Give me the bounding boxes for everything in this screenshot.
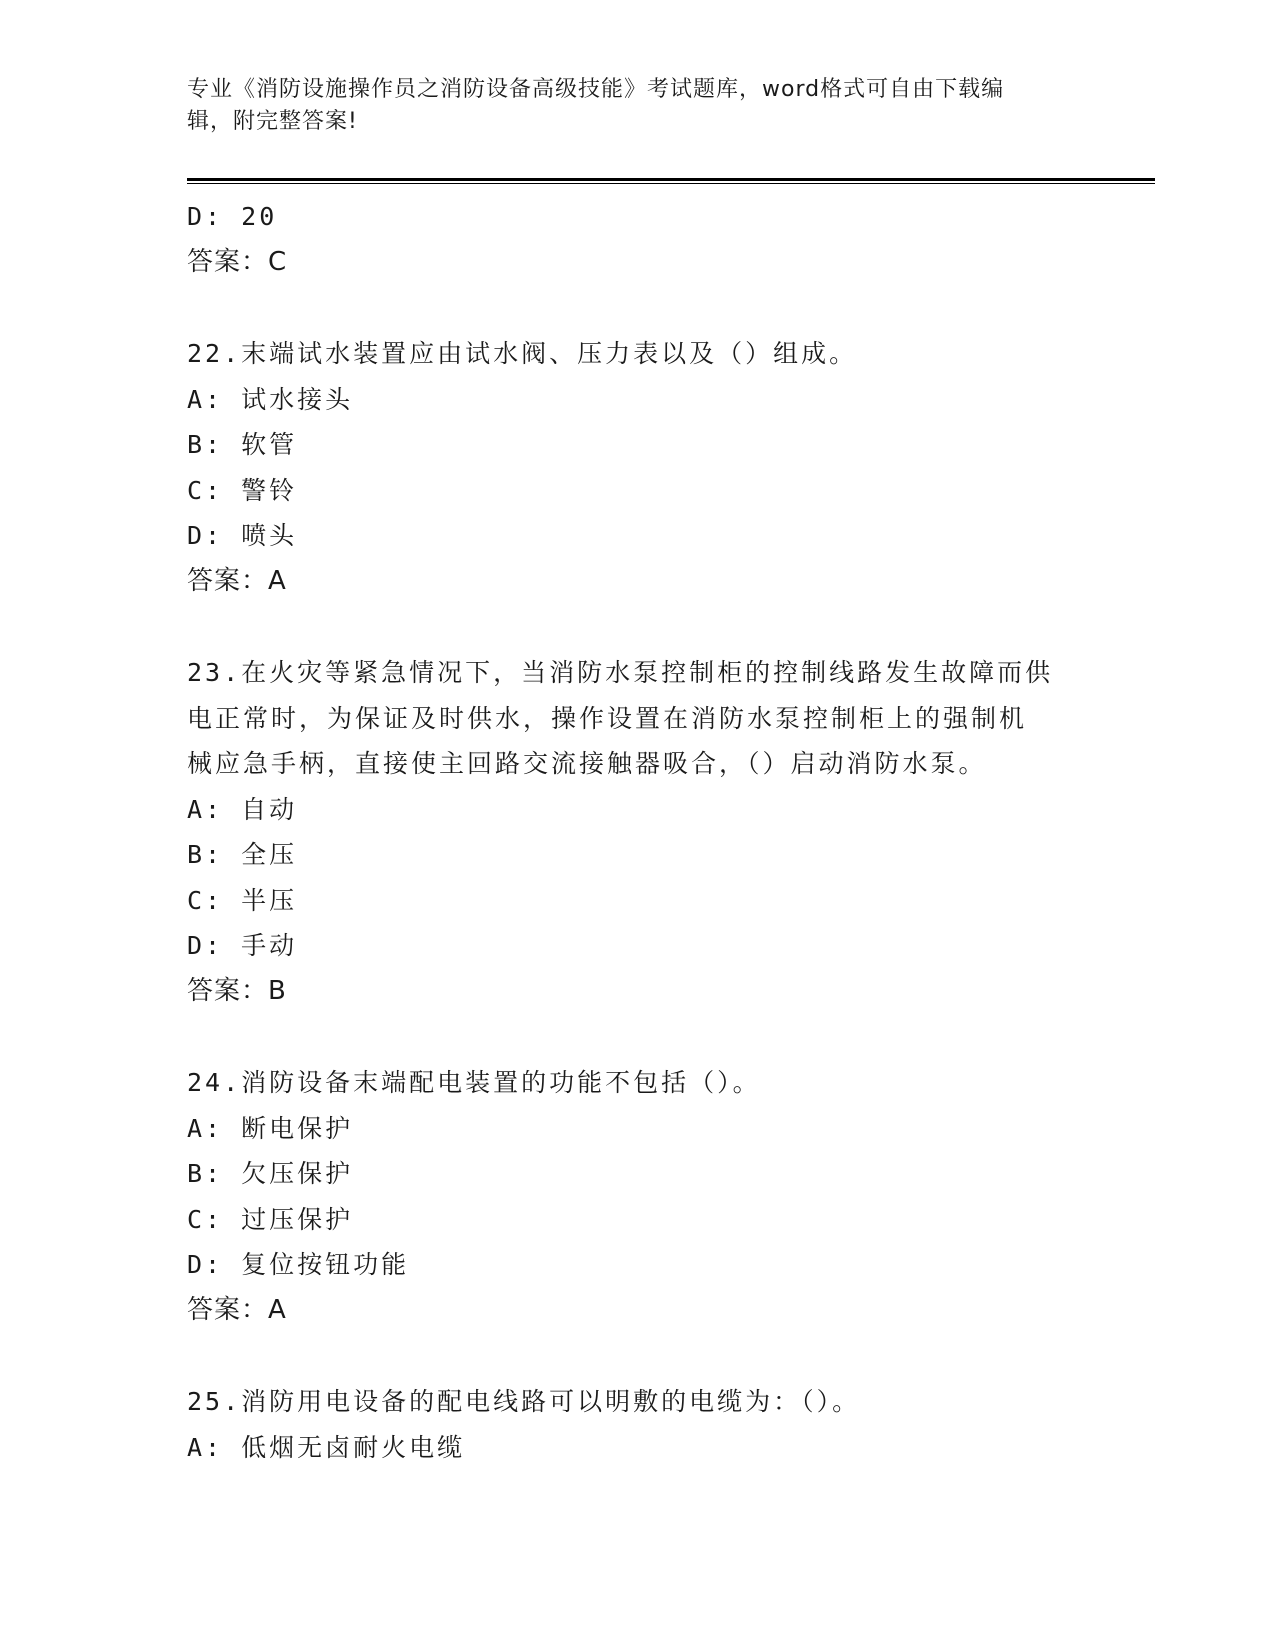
question-text: 22.末端试水装置应由试水阀、压力表以及（）组成。 [187,339,858,368]
spacer [187,1333,1087,1379]
option-c: C: 半压 [187,885,298,915]
option-b: B: 全压 [187,840,298,869]
header-line-1: 专业《消防设施操作员之消防设备高级技能》考试题库，word格式可自由下载编 [187,77,1005,102]
answer-line: 答案：C [187,246,288,277]
question-24 [187,1060,1087,1333]
question-23 [187,650,1087,1014]
previous-question-tail [187,194,1087,285]
question-text: 24.消防设备末端配电装置的功能不包括（）。 [187,1068,761,1097]
option-a: A: 试水接头 [187,384,354,414]
answer-line: 答案：A [187,565,287,596]
question-text: 25.消防用电设备的配电线路可以明敷的电缆为：（）。 [187,1387,861,1416]
spacer [187,1014,1087,1060]
document-header [187,74,1067,138]
spacer [187,604,1087,650]
question-25 [187,1379,1087,1470]
question-text-line-2: 电正常时，为保证及时供水，操作设置在消防水泵控制柜上的强制机 [187,703,1028,733]
option-c: C: 警铃 [187,475,298,505]
option-c: C: 过压保护 [187,1204,354,1234]
spacer [187,285,1087,331]
option-b: B: 欠压保护 [187,1159,354,1188]
question-text-line-3: 械应急手柄，直接使主回路交流接触器吸合，（）启动消防水泵。 [187,749,987,778]
header-divider-thick [187,178,1155,181]
header-divider-thin [187,183,1155,184]
question-22 [187,331,1087,604]
answer-line: 答案：A [187,1294,287,1325]
header-line-2: 辑，附完整答案! [187,109,358,134]
option-d: D: 喷头 [187,521,298,550]
option-d: D: 手动 [187,931,298,960]
option-a: A: 低烟无卤耐火电缆 [187,1432,466,1462]
option-b: B: 软管 [187,430,298,459]
option-a: A: 断电保护 [187,1113,354,1143]
option-a: A: 自动 [187,794,298,824]
option-d: D: 复位按钮功能 [187,1250,410,1279]
question-text-line-1: 23.在火灾等紧急情况下，当消防水泵控制柜的控制线路发生故障而供 [187,658,1054,687]
option-d: D: 20 [187,202,278,231]
answer-line: 答案：B [187,975,287,1006]
question-list [187,194,1087,1470]
